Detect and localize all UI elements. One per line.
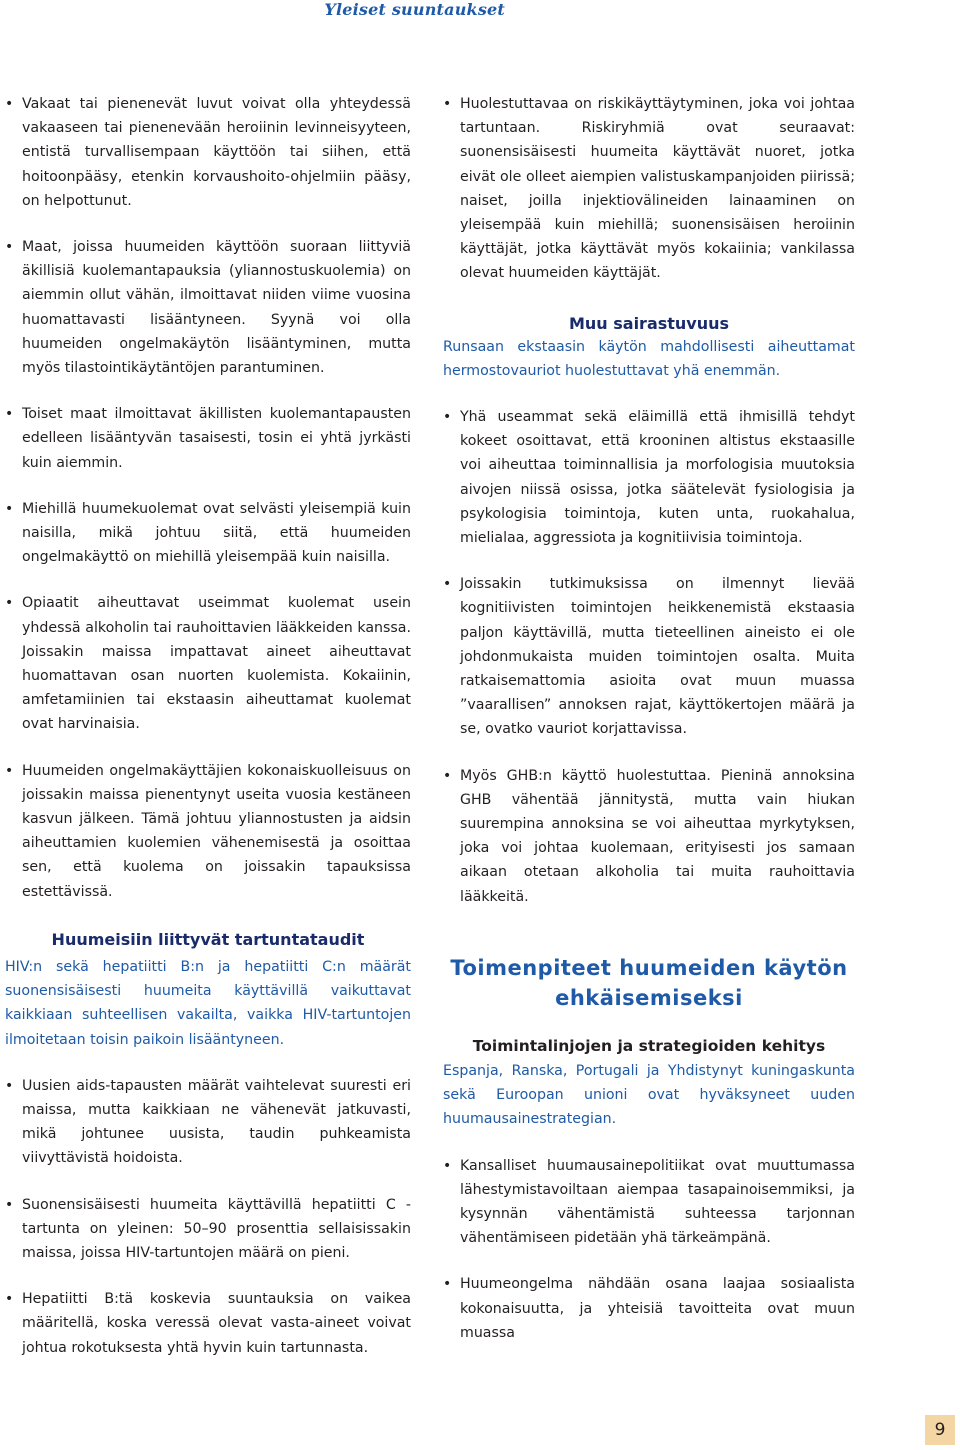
section-intro-infections: HIV:n sekä hepatiitti B:n ja hepatiitti C:n määrät suonensisäisesti huumeita käyttävillä vaikuttavat kaikkiaan suhteellisen vakailta, vaikka HIV-tartuntojen ilmoitetaan toisin paikoin lisääntyneen. — [5, 958, 411, 1048]
bullet-item: • Yhä useammat sekä eläimillä että ihmisillä tehdyt kokeet osoittavat, että krooninen altistus ekstaasille voi aiheuttaa toiminnallisia ja morfologisia muutoksia aivojen niissä osissa, jotka säätelevät fysiologisia ja psykologisia toimintoja, kuten unta, ruokahalua, mielialaa, aggressiota ja kognitiivisia toimintoja. — [443, 405, 855, 550]
bullet-icon: • — [5, 406, 14, 423]
bullet-item: • Kansalliset huumausainepolitiikat ovat muuttumassa lähestymistavoiltaan aiempaa tasapainoisemmiksi, ja kysynnän vähentämistä suhteessa tarjonnan vähentämiseen pidetään yhä tärkeämpänä. — [443, 1154, 855, 1251]
bullet-icon: • — [5, 239, 14, 256]
bullet-item: • Huolestuttavaa on riskikäyttäytyminen, joka voi johtaa tartuntaan. Riskiryhmiä ovat seuraavat: suonensisäisesti huumeita käyttävät nuoret, jotka eivät ole olleet aiempien valistuskampanjoiden piirissä; naiset, joilla injektiovälineiden lainaaminen on yleisempää kuin miehillä; suonensisäisen heroiinin käyttäjät, jotka käyttävät myös kokaiinia; vankilassa olevat huumeiden käyttäjät. — [443, 92, 855, 286]
bullet-icon: • — [443, 767, 452, 784]
bullet-icon: • — [5, 1077, 14, 1094]
section-heading-infections: Huumeisiin liittyvät tartuntataudit — [51, 929, 365, 949]
page-header — [0, 0, 960, 22]
subsection-heading-strategies: Toimintalinjojen ja strategioiden kehitys — [472, 1036, 826, 1055]
bullet-icon: • — [443, 96, 452, 112]
section-intro-morbidity: Runsaan ekstaasin käytön mahdollisesti aiheuttamat hermostovauriot huolestuttavat yhä enemmän. — [443, 338, 855, 379]
header-title: Yleiset suuntaukset — [324, 0, 505, 19]
bullet-item: • Maat, joissa huumeiden käyttöön suoraan liittyviä äkillisiä kuolemantapauksia (yliannostuskuolemia) on aiemmin ollut vähän, ilmoittavat niiden viime vuosina huomattavasti lisääntyneen. Syynä voi olla huumeiden ongelmakäytön lisääntyminen, mutta myös tilastointikäytäntöjen parantuminen. — [5, 235, 411, 380]
bullet-item: • Toiset maat ilmoittavat äkillisten kuolemantapausten edelleen lisääntyvän tasaisesti, tosin ei yhtä jyrkästi kuin aiemmin. — [5, 402, 411, 475]
bullet-item: • Huumeongelma nähdään osana laajaa sosiaalista kokonaisuutta, ja yhteisiä tavoitteita ovat muun muassa — [443, 1272, 855, 1345]
right-column — [443, 92, 855, 1367]
section-heading-prevention: Toimenpiteet huumeiden käytön ehkäisemiseksi — [450, 955, 848, 1010]
bullet-icon: • — [5, 500, 14, 517]
bullet-icon: • — [443, 576, 452, 593]
bullet-item: • Suonensisäisesti huumeita käyttävillä hepatiitti C -tartunta on yleinen: 50–90 prosenttia sellaisissakin maissa, joissa HIV-tartuntojen määrä on pieni. — [5, 1193, 411, 1266]
bullet-icon: • — [5, 96, 14, 112]
bullet-icon: • — [5, 1196, 14, 1213]
bullet-icon: • — [5, 595, 14, 612]
bullet-item: • Vakaat tai pienenevät luvut voivat olla yhteydessä vakaaseen tai pienenevään heroiinin levinneisyyteen, entistä turvallisempaan käyttöön tai siihen, että hoitoonpääsy, etenkin korvaushoito-ohjelmiin pääsy, on helpottunut. — [5, 92, 411, 213]
bullet-item: • Miehillä huumekuolemat ovat selvästi yleisempiä kuin naisilla, mikä johtuu siitä, että huumeiden ongelmakäyttö on miehillä yleisempää kuin naisilla. — [5, 497, 411, 570]
left-column — [5, 92, 411, 1382]
bullet-item: • Opiaatit aiheuttavat useimmat kuolemat usein yhdessä alkoholin tai rauhoittavien lääkkeiden kanssa. Joissakin maissa impattavat aineet aiheuttavat huomattavan osan nuorten kuolemista. Kokaiinin, amfetamiinien tai ekstaasin aiheuttamat kuolemat ovat harvinaisia. — [5, 591, 411, 736]
bullet-item: • Joissakin tutkimuksissa on ilmennyt lievää kognitiivisten toimintojen heikkenemistä ekstaasia paljon käyttävillä, mutta tieteellinen aineisto ei ole johdonmukaista muiden toimintojen osalta. Muita ratkaisemattomia asioita ovat muun muassa ”vaarallisen” annoksen rajat, käyttökertojen määrä ja se, ovatko vauriot korjattavissa. — [443, 572, 855, 741]
bullet-icon: • — [5, 1291, 14, 1308]
subsection-intro-strategies: Espanja, Ranska, Portugali ja Yhdistynyt kuningaskunta sekä Euroopan unioni ovat hyväksyneet uuden huumausainestrategian. — [443, 1062, 855, 1128]
bullet-item: • Huumeiden ongelmakäyttäjien kokonaiskuolleisuus on joissakin maissa pienentynyt useita vuosia kestäneen kasvun jälkeen. Tämä johtuu yliannostusten ja aidsin aiheuttamien kuolemien vähenemisestä ja osoittaa sen, että kuolema on joissakin tapauksissa estettävissä. — [5, 759, 411, 904]
bullet-item: • Myös GHB:n käyttö huolestuttaa. Pieninä annoksina GHB vähentää jännitystä, mutta vain hiukan suurempina annoksina se voi aiheuttaa myrkytyksen, joka voi johtaa kuolemaan, erityisesti jos samaan aikaan otetaan alkoholia tai muita rauhoittavia lääkkeitä. — [443, 764, 855, 909]
page-number: 9 — [925, 1415, 955, 1445]
bullet-item: • Uusien aids-tapausten määrät vaihtelevat suuresti eri maissa, mutta kaikkiaan ne vähenevät jatkuvasti, mikä johtunee uusista, taudin puhkeamista viivyttävistä hoidoista. — [5, 1074, 411, 1171]
bullet-icon: • — [5, 762, 14, 779]
bullet-item: • Hepatiitti B:tä koskevia suuntauksia on vaikea määritellä, koska veressä olevat vasta-aineet voivat johtua rokotuksesta yhtä hyvin kuin tartunnasta. — [5, 1287, 411, 1360]
bullet-icon: • — [443, 1276, 452, 1293]
bullet-icon: • — [443, 1157, 452, 1174]
section-heading-morbidity: Muu sairastuvuus — [568, 313, 730, 333]
bullet-icon: • — [443, 409, 452, 426]
